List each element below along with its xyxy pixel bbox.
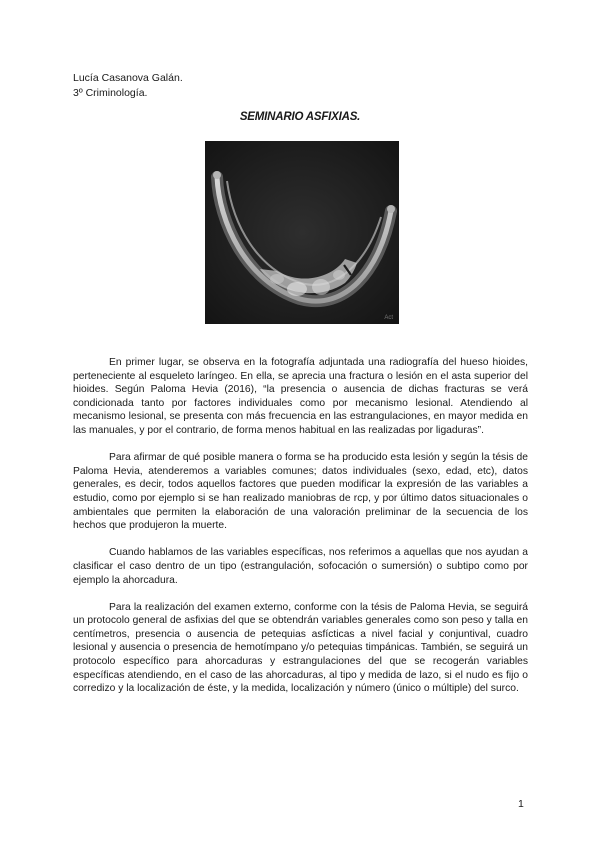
image-watermark: Act — [384, 315, 393, 321]
paragraph-1: En primer lugar, se observa en la fotografía adjuntada una radiografía del hueso hioides, perteneciente al esqueleto laríngeo. En ella, se aprecia una fractura o lesión en el asta superior del hioides. Según Paloma Hevia (2016), “la presencia o ausencia de dichas fracturas se verá condicionada tanto por factores individuales como por mecanismo lesional. Atendiendo al mecanismo lesional, se presenta con más frecuencia en las estrangulaciones, en mayor medida en las manuales, y por el contrario, de forma menos habitual en las realizadas por ligaduras”. — [73, 357, 528, 436]
course-label: 3º Criminología. — [73, 87, 148, 99]
author-name: Lucía Casanova Galán. — [73, 72, 183, 84]
hyoid-bone-radiograph-icon — [205, 141, 399, 324]
hyoid-radiograph — [205, 141, 399, 324]
paragraph-2: Para afirmar de qué posible manera o forma se ha producido esta lesión y según la tésis de Paloma Hevia, atenderemos a variables comunes; datos individuales (sexo, edad, etc), datos generales, es decir, todos aquellos factores que pueden modificar la expresión de las variables a estudio, como por ejemplo si se han realizado maniobras de rcp, y por último datos situacionales o ambientales que permiten la elaboración de una valoración preliminar de la secuencia de los hechos que produjeron la muerte. — [73, 452, 528, 532]
page-number: 1 — [518, 798, 524, 810]
paragraph-3: Cuando hablamos de las variables específicas, nos referimos a aquellas que nos ayudan a clasificar el caso dentro de un tipo (estrangulación, sofocación o sumersión) o subtipo como por ejemplo la ahorcadura. — [73, 547, 528, 586]
author-block — [73, 71, 183, 101]
paragraph-4: Para la realización del examen externo, conforme con la tésis de Paloma Hevia, se seguirá un protocolo general de asfixias del que se obtendrán variables generales como son peso y talla en centímetros, presencia o ausencia de petequias asfícticas a nivel facial y conjuntival, cuadro lesional y ausencia o presencia de hemotímpano y/o petequias timpánicas. También, se seguirá un protocolo específico para ahorcaduras y estrangulaciones del que se recogerán variables específicas atendiendo, en el caso de las ahorcaduras, al tipo y medida de lazo, si el nudo es fijo o corredizo y la localización de éste, y la medida, localización y número (único o múltiple) del surco. — [73, 601, 528, 695]
document-title: SEMINARIO ASFIXIAS. — [239, 111, 361, 123]
body-text — [73, 356, 528, 709]
